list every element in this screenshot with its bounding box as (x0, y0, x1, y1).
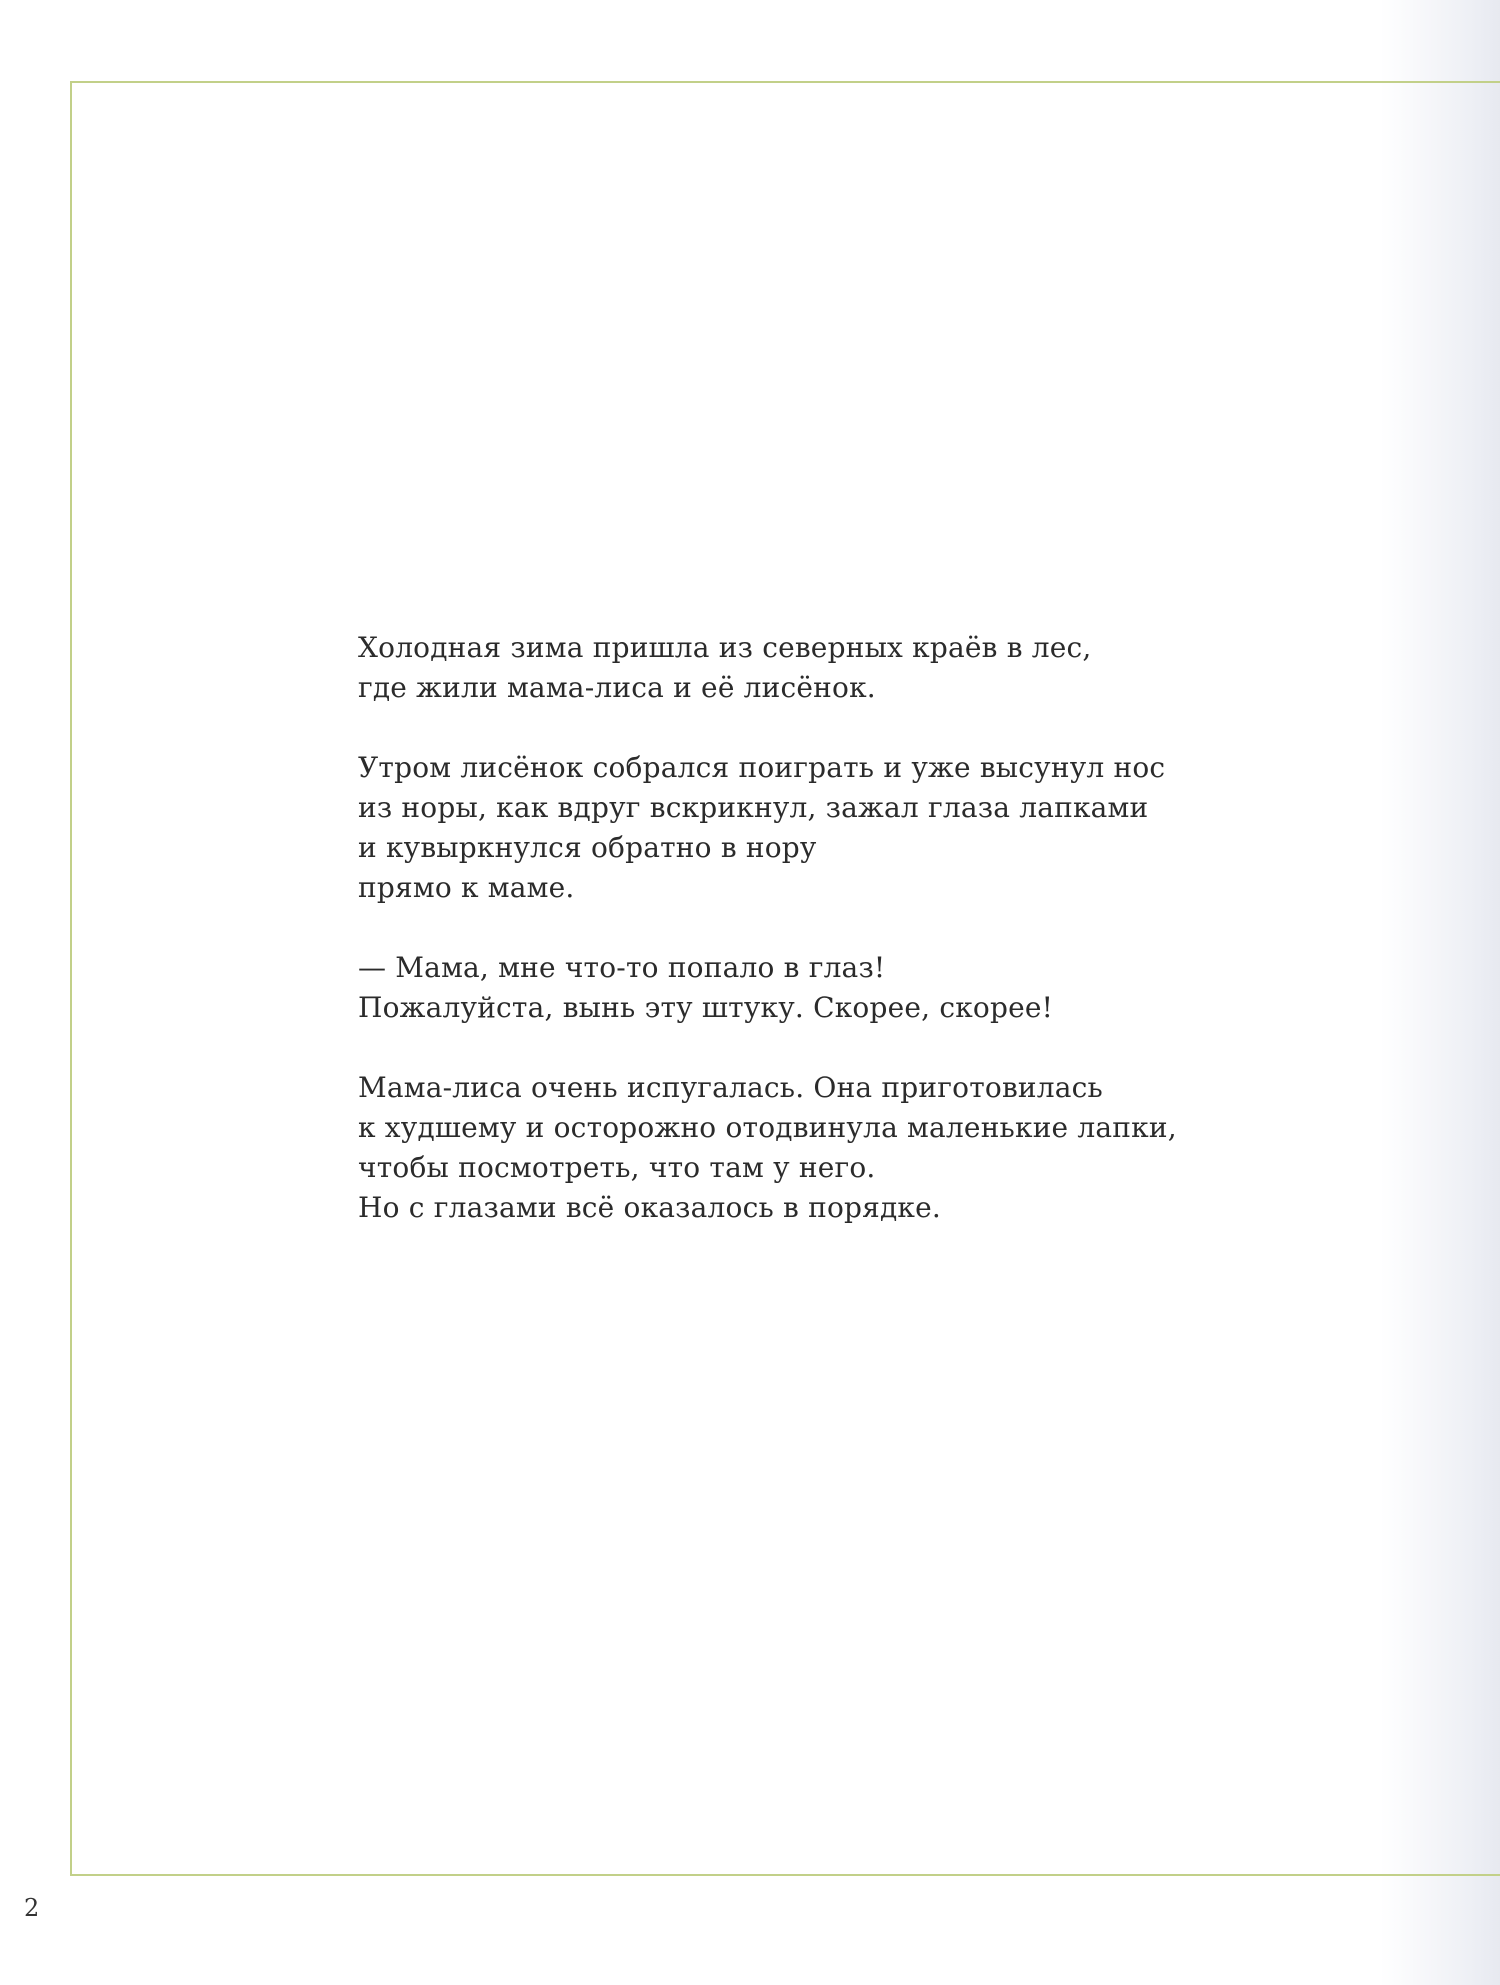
paragraph-3 (358, 948, 1258, 1028)
text-line: Но с глазами всё оказалось в порядке. (358, 1191, 941, 1224)
text-line: где жили мама-лиса и её лисёнок. (358, 671, 876, 704)
text-line: Утром лисёнок собрался поиграть и уже высунул нос (358, 751, 1166, 784)
text-line: Пожалуйста, вынь эту штуку. Скорее, скорее! (358, 991, 1054, 1024)
text-line: к худшему и осторожно отодвинула маленькие лапки, (358, 1111, 1177, 1144)
story-text (358, 628, 1258, 1228)
paragraph-1 (358, 628, 1258, 708)
text-line: из норы, как вдруг вскрикнул, зажал глаза лапками (358, 791, 1149, 824)
text-line: чтобы посмотреть, что там у него. (358, 1151, 876, 1184)
text-line: и кувыркнулся обратно в нору (358, 831, 817, 864)
text-line: Холодная зима пришла из северных краёв в лес, (358, 631, 1092, 664)
paragraph-2 (358, 748, 1258, 908)
text-line: Мама-лиса очень испугалась. Она приготовилась (358, 1071, 1103, 1104)
text-line: — Мама, мне что-то попало в глаз! (358, 951, 886, 984)
page-number: 2 (24, 1894, 40, 1922)
paragraph-4 (358, 1068, 1258, 1228)
text-line: прямо к маме. (358, 871, 575, 904)
